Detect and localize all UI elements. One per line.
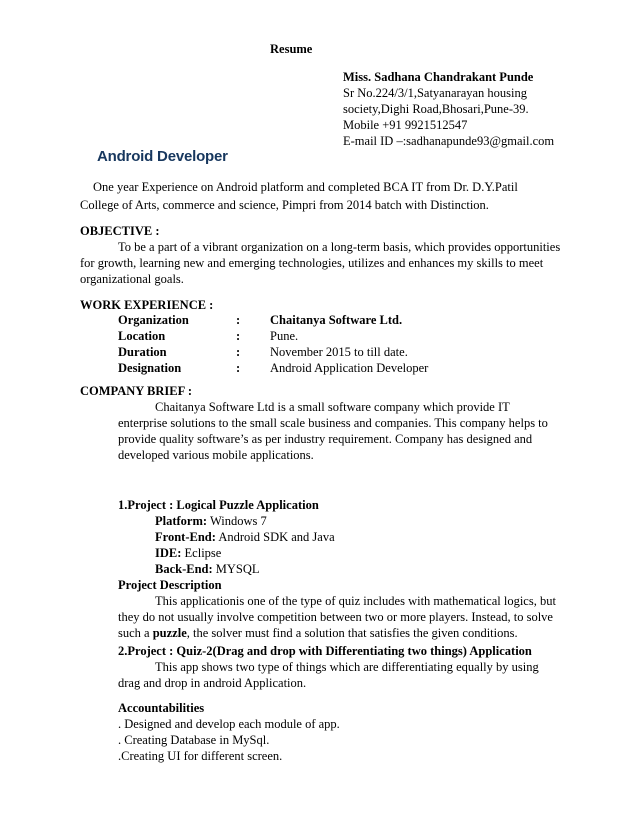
company-brief-line-2: enterprise solutions to the small scale business and companies. This company helps to (118, 416, 548, 430)
project-1-backend (155, 562, 260, 577)
work-experience-heading: WORK EXPERIENCE : (80, 298, 214, 312)
work-row-colon: : (236, 345, 241, 359)
project-1-desc-line-1: This applicationis one of the type of quiz includes with mathematical logics, but (155, 594, 556, 608)
accountability-item: . Creating Database in MySql. (118, 733, 270, 747)
project-1-desc-line-2: they do not usually involve competition between two or more players. Instead, to solve (118, 610, 553, 624)
project-description-heading: Project Description (118, 578, 222, 592)
work-row-colon: : (236, 329, 241, 343)
platform-label: Platform: (155, 514, 208, 528)
document-title: Resume (270, 42, 313, 56)
summary-line-2: College of Arts, commerce and science, Pimpri from 2014 batch with Distinction. (80, 198, 489, 212)
company-brief-heading: COMPANY BRIEF : (80, 384, 193, 398)
project-1-ide (155, 546, 221, 561)
backend-label: Back-End: (155, 562, 213, 576)
project-2-line-2: drag and drop in android Application. (118, 676, 307, 690)
accountability-item: .Creating UI for different screen. (118, 749, 283, 763)
project-1-title: 1.Project : Logical Puzzle Application (118, 498, 319, 512)
project-1-desc-line-3 (118, 626, 518, 641)
company-brief-line-3: provide quality software’s as per industry requirement. Company has designed and (118, 432, 533, 446)
work-row-value: November 2015 to till date. (270, 345, 408, 359)
ide-value: Eclipse (181, 546, 222, 560)
backend-value: MYSQL (212, 562, 260, 576)
frontend-label: Front-End: (155, 530, 216, 544)
project-2-line-1: This app shows two type of things which are differentiating equally by using (155, 660, 539, 674)
platform-value: Windows 7 (207, 514, 267, 528)
role-title: Android Developer (97, 148, 228, 165)
work-row-label: Organization (118, 313, 189, 327)
work-row-label: Location (118, 329, 166, 343)
project-1-frontend (155, 530, 335, 545)
candidate-name: Miss. Sadhana Chandrakant Punde (343, 70, 534, 84)
address-line-1: Sr No.224/3/1,Satyanarayan housing (343, 86, 528, 100)
work-row-value: Android Application Developer (270, 361, 429, 375)
address-line-2: society,Dighi Road,Bhosari,Pune-39. (343, 102, 529, 116)
objective-line-1: To be a part of a vibrant organization on a long-term basis, which provides opportunities (118, 240, 561, 254)
objective-heading: OBJECTIVE : (80, 224, 160, 238)
mobile-number: Mobile +91 9921512547 (343, 118, 468, 132)
accountabilities-heading: Accountabilities (118, 701, 205, 715)
work-row-value: Chaitanya Software Ltd. (270, 313, 403, 327)
desc-keyword-puzzle: puzzle (152, 626, 187, 640)
desc-text: , the solver must find a solution that satisfies the given conditions. (186, 626, 518, 640)
desc-text: such a (118, 626, 153, 640)
work-row-label: Designation (118, 361, 182, 375)
work-row-value: Pune. (270, 329, 299, 343)
frontend-value: Android SDK and Java (215, 530, 335, 544)
project-1-platform (155, 514, 267, 529)
work-row-colon: : (236, 313, 241, 327)
accountability-item: . Designed and develop each module of app. (118, 717, 340, 731)
objective-line-2: for growth, learning new and emerging technologies, utilizes and enhances my skills to meet (80, 256, 544, 270)
summary-line-1: One year Experience on Android platform and completed BCA IT from Dr. D.Y.Patil (93, 180, 518, 194)
email-address: E-mail ID –:sadhanapunde93@gmail.com (343, 134, 555, 148)
work-row-colon: : (236, 361, 241, 375)
project-2-title: 2.Project : Quiz-2(Drag and drop with Differentiating two things) Application (118, 644, 532, 658)
company-brief-line-1: Chaitanya Software Ltd is a small software company which provide IT (155, 400, 510, 414)
objective-line-3: organizational goals. (80, 272, 184, 286)
ide-label: IDE: (155, 546, 182, 560)
work-row-label: Duration (118, 345, 167, 359)
company-brief-line-4: developed various mobile applications. (118, 448, 314, 462)
